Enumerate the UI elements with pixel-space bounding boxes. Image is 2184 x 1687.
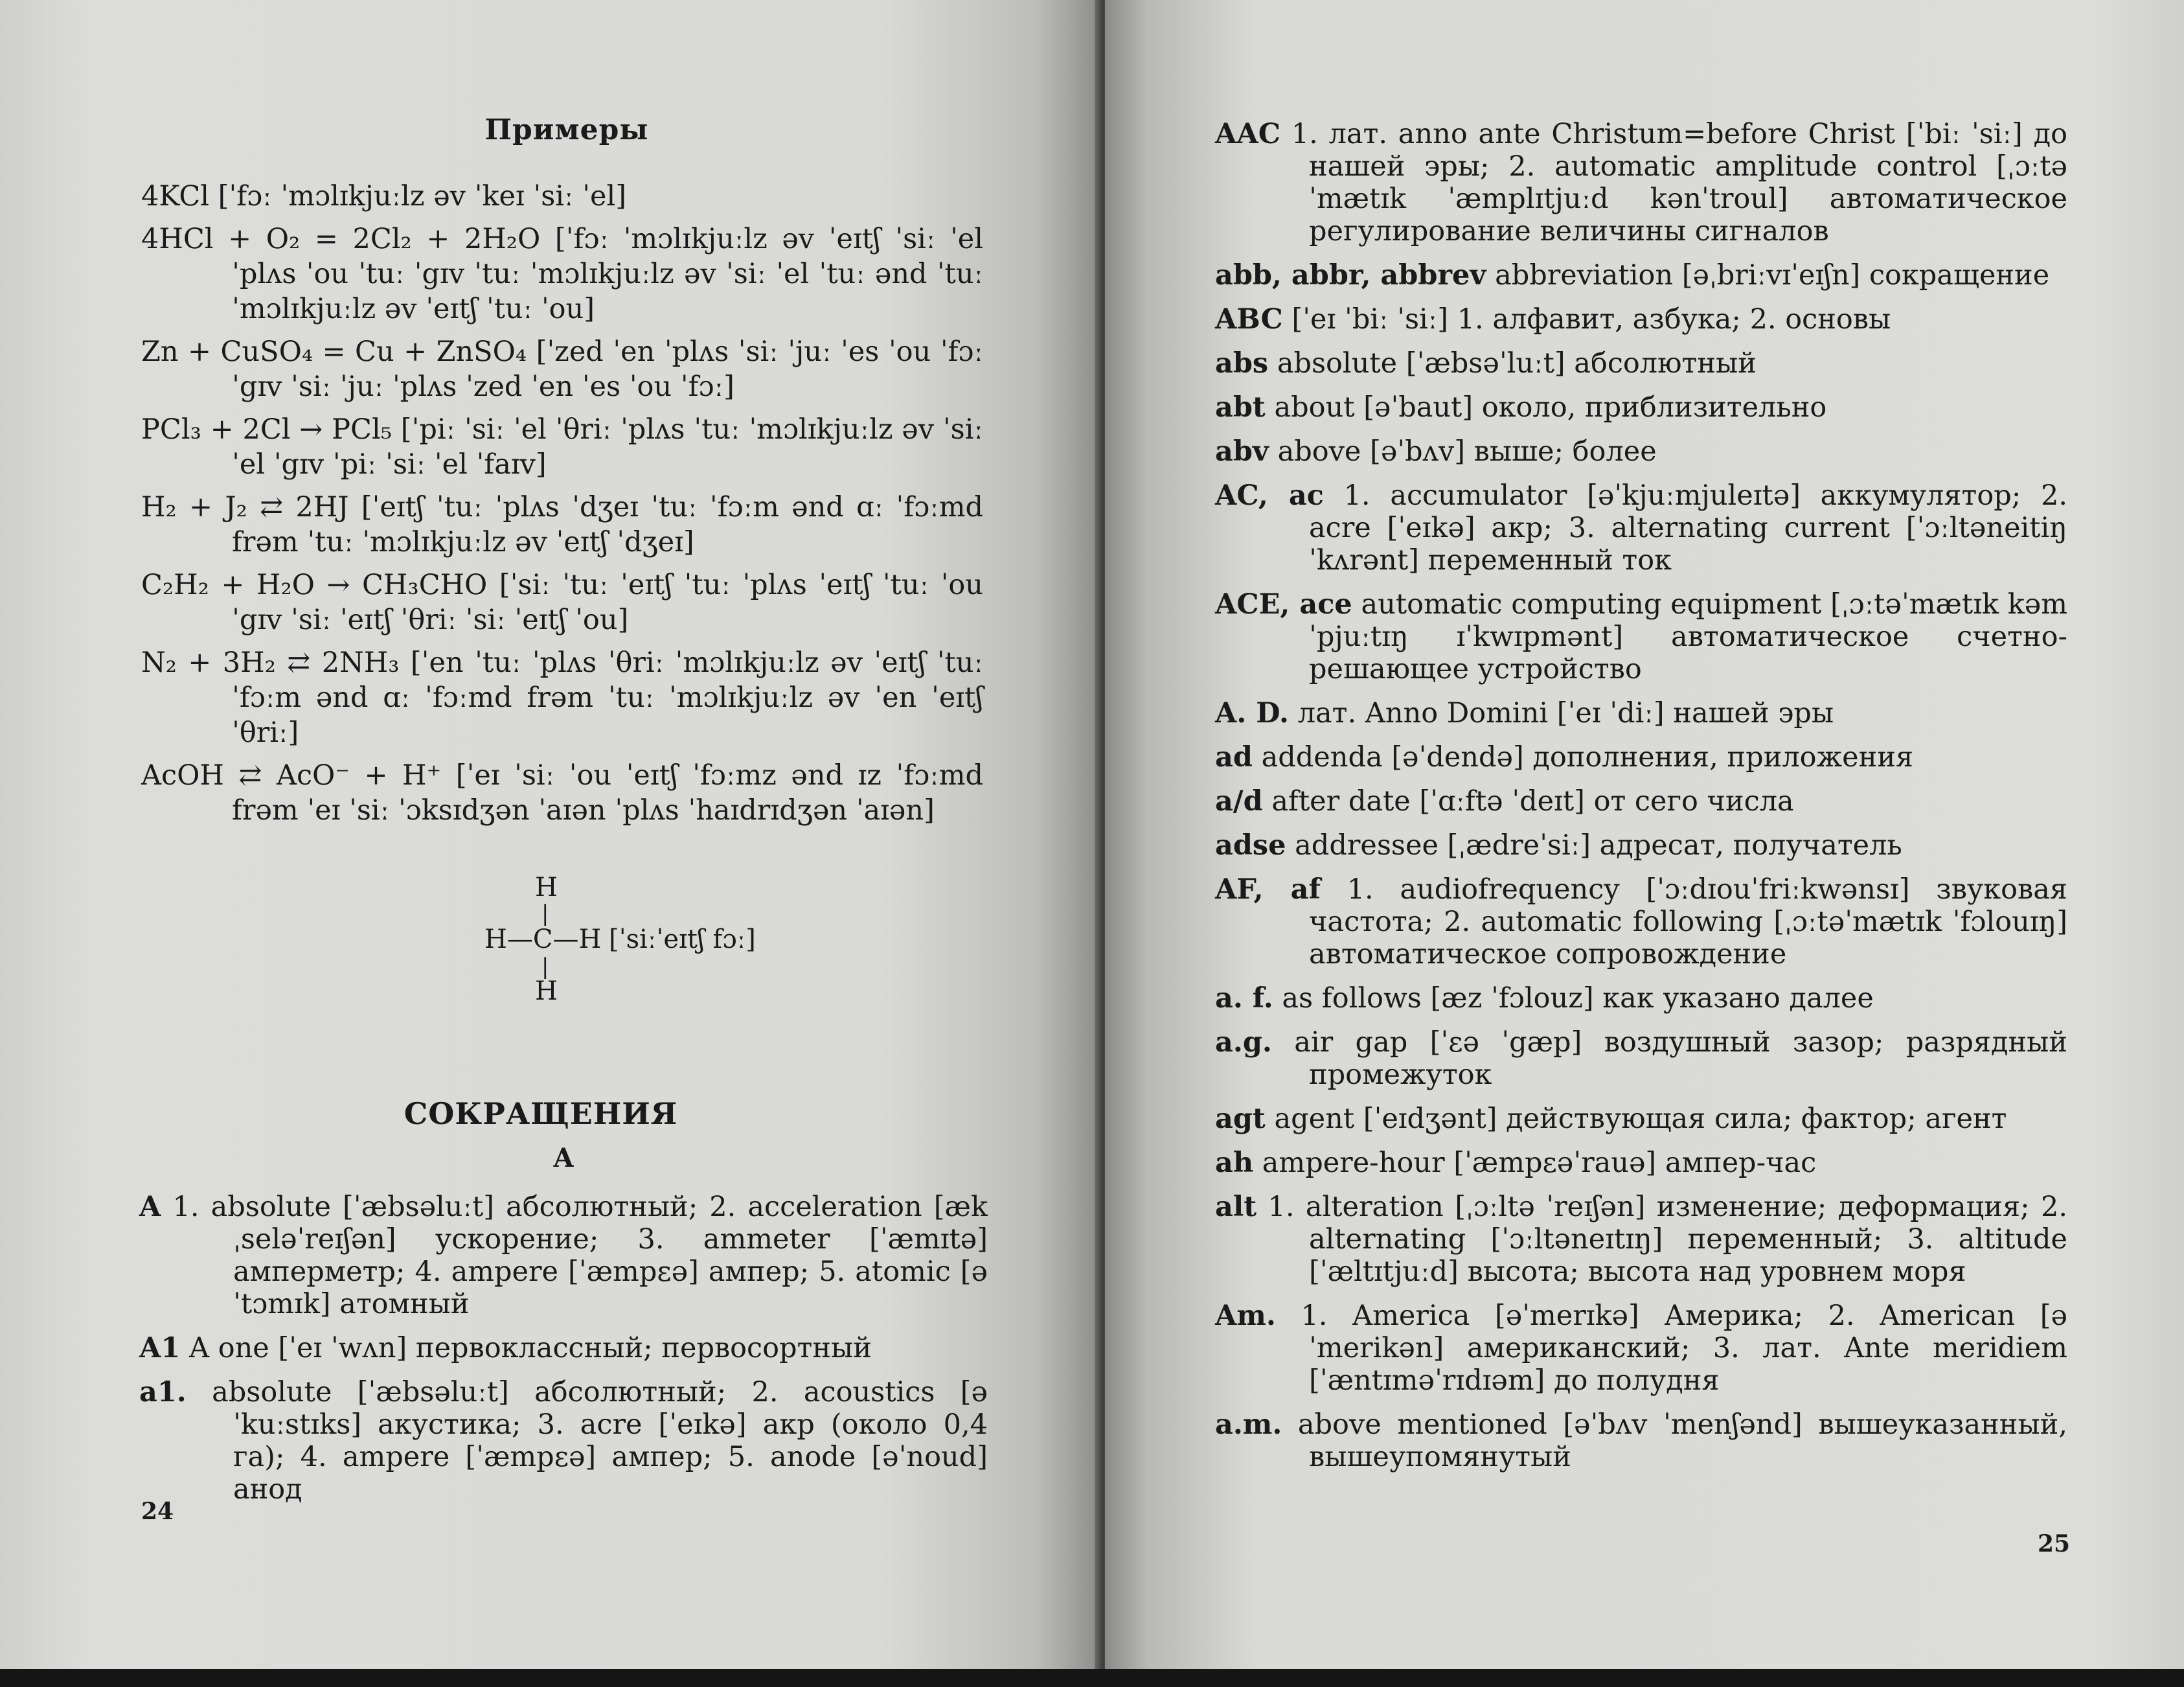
dictionary-entry xyxy=(1215,391,2067,424)
formula-item: N₂ + 3H₂ ⇄ 2NH₃ [ˈen ˈtuː ˈplʌs ˈθriː ˈmɔlɪkjuːlz əv ˈeɪtʃ ˈtuː ˈfɔːm ənd ɑː ˈfɔːmd frəm ˈtuː ˈmɔlɪkjuːlz əv ˈen ˈeɪtʃ ˈθriː] xyxy=(141,647,983,749)
structure-bond: | xyxy=(541,901,549,926)
dictionary-entry xyxy=(1215,829,2067,862)
entry-definition: absolute [ˈæbsəluːt] абсолютный; 2. acoustics [əˈkuːstɪks] акустика; 3. acre [ˈeɪkə] акр (около 0,4 га); 4. ampere [ˈæmpɛə] ампер; 5. anode [əˈnoud] анод xyxy=(212,1376,988,1506)
entry-definition: abbreviation [əˌbriːvɪˈeɪʃn] сокращение xyxy=(1495,259,2050,292)
dictionary-entry xyxy=(1215,1300,2067,1397)
entry-headword: ad xyxy=(1215,741,1253,774)
entry-headword: A1 xyxy=(139,1332,181,1364)
structure-reading: [ˈsiːˈeɪtʃ fɔː] xyxy=(609,924,756,954)
dictionary-entry xyxy=(1215,1103,2067,1135)
page-number-left: 24 xyxy=(141,1498,174,1525)
entry-definition: 1. absolute [ˈæbsəluːt] абсолютный; 2. acceleration [ækˌseləˈreɪʃən] ускорение; 3. ammeter [ˈæmɪtə] амперметр; 4. ampere [ˈæmpɛə] ампер; 5. atomic [əˈtɔmɪk] атомный xyxy=(172,1191,988,1320)
entry-headword: a1. xyxy=(139,1376,187,1408)
entry-definition: ampere-hour [ˈæmpɛəˈrauə] ампер-час xyxy=(1262,1147,1817,1179)
entry-definition: agent [ˈeɪdʒənt] действующая сила; фактор; агент xyxy=(1274,1103,2007,1135)
entry-definition: air gap [ˈɛə ˈgæp] воздушный зазор; разрядный промежуток xyxy=(1294,1026,2068,1091)
entry-headword: agt xyxy=(1215,1103,1266,1135)
dictionary-entry xyxy=(1215,259,2067,292)
entry-definition: above mentioned [əˈbʌv ˈmenʃənd] вышеуказанный, вышеупомянутый xyxy=(1297,1408,2068,1473)
dictionary-entry xyxy=(1215,873,2067,970)
entry-definition: 1. audiofrequency [ˈɔːdɪouˈfriːkwənsɪ] звуковая частота; 2. automatic following [ˌɔːtəˈmætɪk ˈfɔlouɪŋ] автоматическое сопровождение xyxy=(1309,873,2067,970)
entry-headword: a. f. xyxy=(1215,982,1273,1015)
dictionary-entry xyxy=(1215,118,2067,247)
formula-item: 4HCl + O₂ = 2Cl₂ + 2H₂O [ˈfɔː ˈmɔlɪkjuːlz əv ˈeɪtʃ ˈsiː ˈel ˈplʌs ˈou ˈtuː ˈgɪv ˈtuː ˈmɔlɪkjuːlz əv ˈsiː ˈel ˈtuː ənd ˈtuː ˈmɔlɪkjuːlz əv ˈeɪtʃ ˈtuː ˈou] xyxy=(141,223,983,325)
entry-definition: лат. Anno Domini [ˈeɪ ˈdiː] нашей эры xyxy=(1297,697,1834,729)
entry-headword: A. D. xyxy=(1215,697,1290,729)
dictionary-entry xyxy=(1215,982,2067,1015)
entry-headword: abs xyxy=(1215,347,1269,380)
entry-headword: ABC xyxy=(1215,303,1283,336)
structure-bond: | xyxy=(541,954,549,980)
dictionary-entry xyxy=(1215,588,2067,685)
dictionary-entry xyxy=(1215,1191,2067,1288)
entry-headword: abv xyxy=(1215,435,1269,468)
formula-list xyxy=(141,179,983,836)
entry-headword: AC, ac xyxy=(1215,479,1324,512)
entry-headword: A xyxy=(139,1191,161,1223)
dictionary-entry xyxy=(139,1191,988,1320)
entry-headword: Am. xyxy=(1215,1300,1276,1332)
dictionary-entry xyxy=(139,1332,988,1364)
entry-headword: a/d xyxy=(1215,785,1263,818)
scan-bottom-edge xyxy=(0,1669,2184,1687)
structure-top-atom: H xyxy=(535,873,558,902)
dictionary-entry xyxy=(1215,697,2067,729)
formula-item: 4KCl [ˈfɔː ˈmɔlɪkjuːlz əv ˈkeɪ ˈsiː ˈel] xyxy=(141,180,626,212)
dictionary-entry xyxy=(1215,479,2067,577)
dictionary-entry xyxy=(1215,435,2067,468)
entry-headword: AAC xyxy=(1215,118,1280,150)
entry-definition: 1. лат. anno ante Christum=before Christ [ˈbiː ˈsiː] до нашей эры; 2. automatic amplitude control [ˌɔːtəˈmætɪk ˈæmplɪtjuːd kənˈtroul] автоматическое регулирование величины сигналов xyxy=(1291,118,2067,247)
entry-definition: 1. accumulator [əˈkjuːmjuleɪtə] аккумулятор; 2. acre [ˈeɪkə] акр; 3. alternating current [ˈɔːltəneitiŋ ˈkʌrənt] переменный ток xyxy=(1309,479,2067,577)
entry-headword: ACE, ace xyxy=(1215,588,1352,621)
structure-middle: H—C—H xyxy=(484,924,602,954)
dictionary-entry xyxy=(1215,785,2067,818)
entry-definition: above [əˈbʌv] выше; более xyxy=(1277,435,1657,468)
entry-definition: A one [ˈeɪ ˈwʌn] первоклассный; первосортный xyxy=(188,1332,872,1364)
left-page xyxy=(0,0,1101,1671)
formula-item: Zn + CuSO₄ = Cu + ZnSO₄ [ˈzed ˈen ˈplʌs ˈsiː ˈjuː ˈes ˈou ˈfɔː ˈgɪv ˈsiː ˈjuː ˈplʌs ˈzed ˈen ˈes ˈou ˈfɔː] xyxy=(141,336,983,403)
entry-headword: a.m. xyxy=(1215,1408,1282,1441)
entry-headword: ah xyxy=(1215,1147,1254,1179)
entry-definition: 1. alteration [ˌɔːltə ˈreɪʃən] изменение; деформация; 2. alternating [ˈɔːltəneɪtɪŋ] переменный; 3. altitude [ˈæltɪtjuːd] высота; высота над уровнем моря xyxy=(1268,1191,2068,1288)
dictionary-entry xyxy=(1215,1026,2067,1091)
abbreviations-heading: СОКРАЩЕНИЯ xyxy=(404,1096,678,1131)
entry-headword: alt xyxy=(1215,1191,1257,1223)
right-entry-list xyxy=(1215,118,2067,1485)
entry-headword: abt xyxy=(1215,391,1266,424)
formula-item: AcOH ⇄ AcO⁻ + H⁺ [ˈeɪ ˈsiː ˈou ˈeɪtʃ ˈfɔːmz ənd ɪz ˈfɔːmd frəm ˈeɪ ˈsiː ˈɔksɪdʒən ˈaɪən ˈplʌs ˈhaɪdrɪdʒən ˈaɪən] xyxy=(141,759,983,827)
entry-definition: after date [ˈɑːftə ˈdeɪt] от сего числа xyxy=(1271,785,1794,818)
formula-item: H₂ + J₂ ⇄ 2HJ [ˈeɪtʃ ˈtuː ˈplʌs ˈdʒeɪ ˈtuː ˈfɔːm ənd ɑː ˈfɔːmd frəm ˈtuː ˈmɔlɪkjuːlz əv ˈeɪtʃ ˈdʒeɪ] xyxy=(141,491,983,558)
entry-headword: adse xyxy=(1215,829,1286,862)
entry-definition: automatic computing equipment [ˌɔːtəˈmætɪk kəmˈpjuːtɪŋ ɪˈkwɪpmənt] автоматическое счетно-решающее устройство xyxy=(1309,588,2067,685)
dictionary-entry xyxy=(139,1376,988,1506)
entry-definition: addressee [ˌædreˈsiː] адресат, получатель xyxy=(1295,829,1902,862)
entry-headword: AF, af xyxy=(1215,873,1321,906)
entry-definition: absolute [ˈæbsəˈluːt] абсолютный xyxy=(1277,347,1757,380)
formula-item: PCl₃ + 2Cl → PCl₅ [ˈpiː ˈsiː ˈel ˈθriː ˈplʌs ˈtuː ˈmɔlɪkjuːlz əv ˈsiː ˈel ˈgɪv ˈpiː ˈsiː ˈel ˈfaɪv] xyxy=(141,413,983,481)
examples-heading: Примеры xyxy=(484,113,649,146)
dictionary-entry xyxy=(1215,741,2067,774)
dictionary-entry xyxy=(1215,303,2067,336)
page-number-right: 25 xyxy=(2038,1530,2071,1557)
formula-item: C₂H₂ + H₂O → CH₃CHO [ˈsiː ˈtuː ˈeɪtʃ ˈtuː ˈplʌs ˈeɪtʃ ˈtuː ˈou ˈgɪv ˈsiː ˈeɪtʃ ˈθriː ˈsiː ˈeɪtʃ ˈou] xyxy=(141,569,983,636)
letter-heading: A xyxy=(553,1143,574,1173)
entry-definition: as follows [æz ˈfɔlouz] как указано далее xyxy=(1282,982,1874,1015)
entry-definition: addenda [əˈdendə] дополнения, приложения xyxy=(1261,741,1914,774)
structure-bottom-atom: H xyxy=(535,976,558,1006)
entry-definition: about [əˈbaut] около, приблизительно xyxy=(1274,391,1827,424)
dictionary-entry xyxy=(1215,1147,2067,1179)
entry-headword: abb, abbr, abbrev xyxy=(1215,259,1486,292)
left-entry-list xyxy=(139,1191,988,1517)
entry-definition: [ˈeɪ ˈbiː ˈsiː] 1. алфавит, азбука; 2. основы xyxy=(1291,303,1891,336)
entry-headword: a.g. xyxy=(1215,1026,1272,1059)
dictionary-entry xyxy=(1215,347,2067,380)
entry-definition: 1. America [əˈmerɪkə] Америка; 2. American [əˈmerikən] американский; 3. лат. Ante meridiem [ˈæntɪməˈrɪdɪəm] до полудня xyxy=(1301,1300,2067,1397)
dictionary-entry xyxy=(1215,1408,2067,1473)
